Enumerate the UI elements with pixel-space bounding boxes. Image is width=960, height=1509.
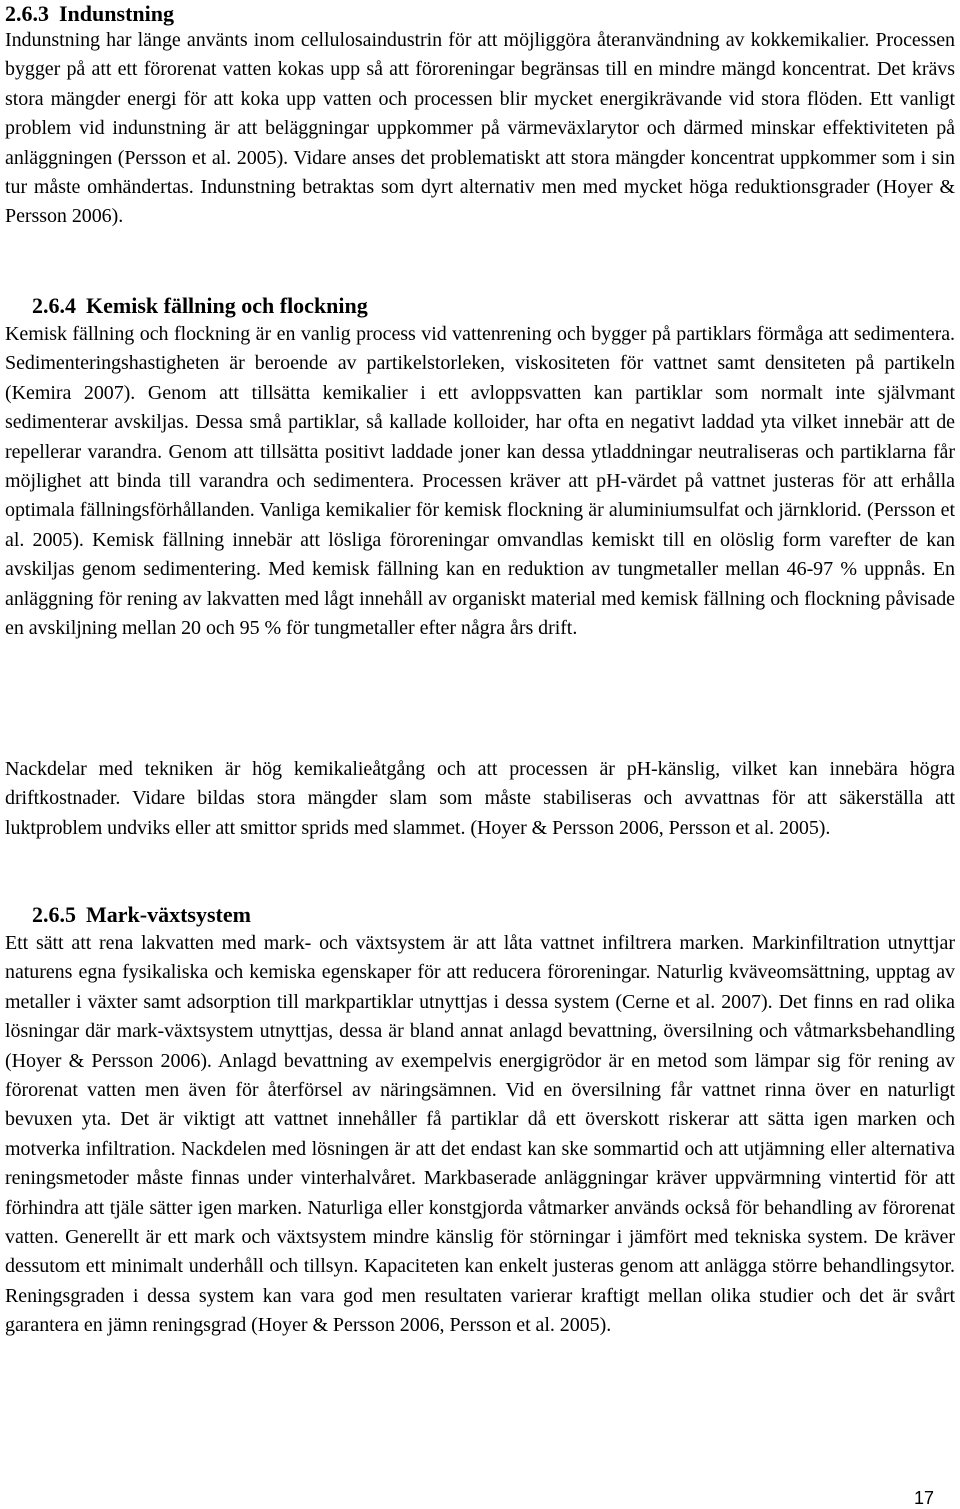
paragraph: Indunstning har länge använts inom cellulosaindustrin för att möjliggöra återanvändning av kokkemikalier. Processen bygger på att ett förorenat vatten kokas upp så att föroreningar begränsas till en mindre mängd koncentrat. Det krävs stora mängder energi för att koka upp vatten och processen blir mycket energikrävande vid stora flöden. Ett vanligt problem vid indunstning är att beläggningar uppkommer på värmeväxlarytor och därmed minskar effektiviteten på anläggningen (Persson et al. 2005). Vidare anses det problematiskt att stora mängder koncentrat uppkommer som i sin tur måste omhändertas. Indunstning betraktas som dyrt alternativ men med mycket höga reduktionsgrader (Hoyer & Persson 2006).	[5, 29, 955, 228]
section-heading	[5, 0, 174, 28]
section-number: 2.6.4	[32, 293, 76, 318]
section-heading	[32, 901, 251, 929]
paragraph: Kemisk fällning och flockning är en vanlig process vid vattenrening och bygger på partiklars förmåga att sedimentera. Sedimenteringshastigheten är beroende av partikelstorleken, viskositeten för vattnet samt densiteten på partikeln (Kemira 2007). Genom att tillsätta kemikalier i ett avloppsvatten kan partiklar som normalt inte självmant sedimenterar avskiljas. Dessa små partiklar, så kallade kolloider, har ofta en negativt laddad yta vilket innebär att de repellerar varandra. Genom att tillsätta positivt laddade joner kan dessa ytladdningar neutraliseras och partiklarna får möjlighet att binda till varandra och sedimentera. Processen kräver att pH-värdet på vattnet justeras för att erhålla optimala fällningsförhållanden. Vanliga kemikalier för kemisk flockning är aluminiumsulfat och järnklorid. (Persson et al. 2005). Kemisk fällning innebär att lösliga föroreningar omvandlas kemiskt till en olöslig form varefter de kan avskiljas genom sedimentering. Med kemisk fällning kan en reduktion av tungmetaller mellan 46-97 % uppnås. En anläggning för rening av lakvatten med lågt innehåll av organiskt material med kemisk fällning och flockning påvisade en avskiljning mellan 20 och 95 % för tungmetaller efter några års drift.	[5, 323, 955, 640]
section-title: Kemisk fällning och flockning	[86, 293, 368, 318]
section-title: Mark-växtsystem	[86, 902, 251, 927]
paragraph: Nackdelar med tekniken är hög kemikalieåtgång och att processen är pH-känslig, vilket kan innebära högra driftkostnader. Vidare bildas stora mängder slam som måste stabiliseras och avvattnas för att säkerställa att luktproblem undviks eller att smittor sprids med slammet. (Hoyer & Persson 2006, Persson et al. 2005).	[5, 758, 955, 839]
section-number: 2.6.3	[5, 1, 49, 26]
section-heading	[32, 292, 368, 320]
paragraph: Ett sätt att rena lakvatten med mark- och växtsystem är att låta vattnet infiltrera marken. Markinfiltration utnyttjar naturens egna fysikaliska och kemiska egenskaper för att reducera föroreningar. Naturlig kväveomsättning, upptag av metaller i växter samt adsorption till markpartiklar utnyttjas i dessa system (Cerne et al. 2007). Det finns en rad olika lösningar där mark-växtsystem utnyttjas, dessa är bland annat anlagd bevattning, översilning och våtmarksbehandling (Hoyer & Persson 2006). Anlagd bevattning av exempelvis energigrödor är en metod som lämpar sig för rening av förorenat vatten men även för återförsel av näringsämnen. Vid en översilning får vattnet rinna över en naturligt bevuxen yta. Det är viktigt att vattnet innehåller få partiklar då ett överskott riskerar att sätta igen marken och motverka infiltration. Nackdelen med lösningen är att det endast kan ske sommartid och att utjämning eller alternativa reningsmetoder måste finnas under vinterhalvåret. Markbaserade anläggningar kräver uppvärmning vintertid för att förhindra att tjäle sätter igen marken. Naturliga eller konstgjorda våtmarker används också för behandling av förorenat vatten. Generellt är ett mark och växtsystem mindre känslig för störningar i jämfört med tekniska system. De kräver dessutom ett minimalt underhåll och tillsyn. Kapaciteten kan enkelt justeras genom att anlägga större behandlingsytor. Reningsgraden i dessa system kan vara god men resultaten varierar kraftigt mellan olika studier och det är svårt garantera en jämn reningsgrad (Hoyer & Persson 2006, Persson et al. 2005).	[5, 932, 955, 1337]
page-number: 17	[913, 1488, 934, 1508]
section-number: 2.6.5	[32, 902, 76, 927]
section-title: Indunstning	[59, 1, 174, 26]
